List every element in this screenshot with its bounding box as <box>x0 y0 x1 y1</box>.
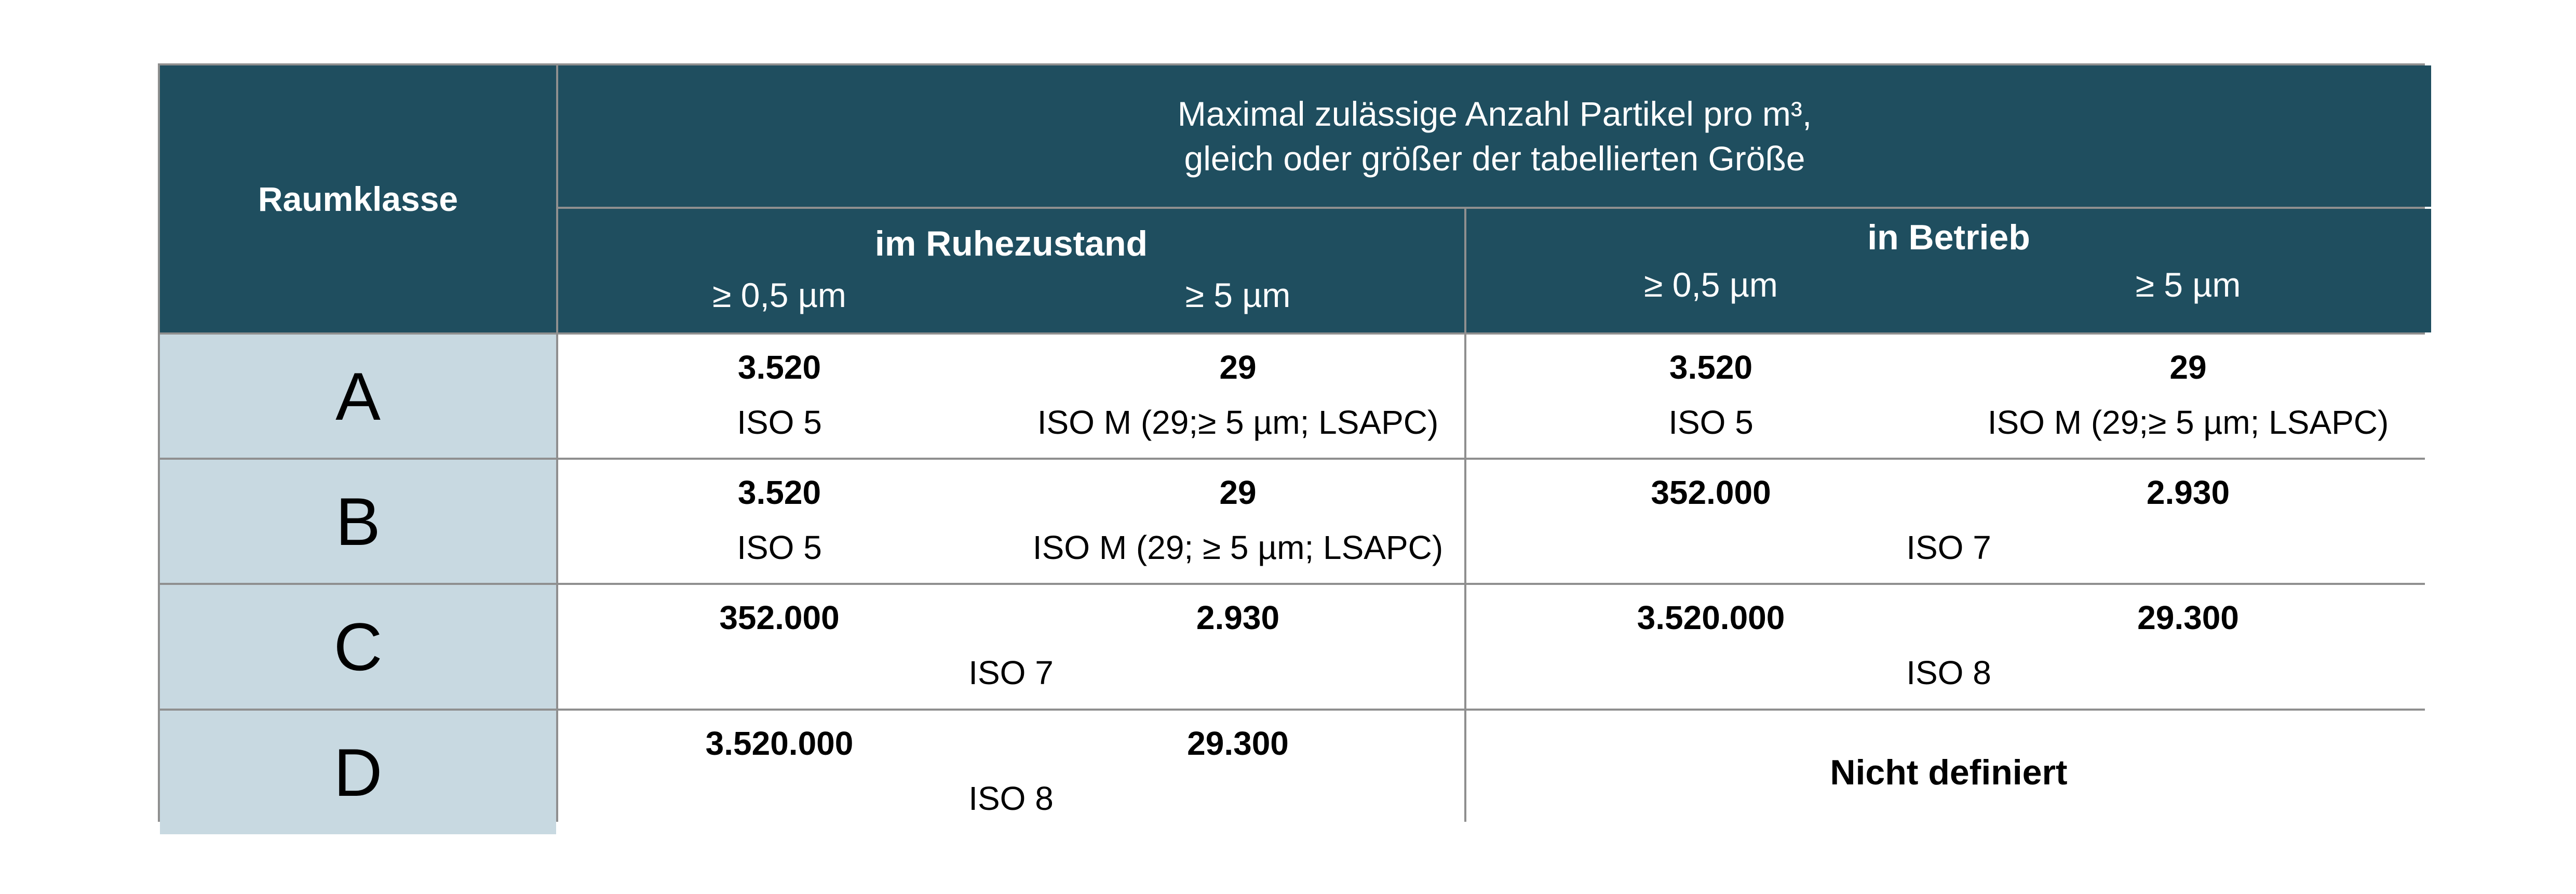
value-cell: 3.520 <box>737 349 821 386</box>
value-cell: 2.930 <box>1196 599 1280 636</box>
class-label: A <box>335 358 381 434</box>
not-defined-label: Nicht definiert <box>1830 753 2068 792</box>
value-cell: 29 <box>2169 349 2207 386</box>
class-label: C <box>333 609 383 685</box>
class-cell-a <box>160 335 556 458</box>
max-particles-header <box>558 65 2431 207</box>
iso-class: ISO 5 <box>737 404 822 441</box>
value-cell: 2.930 <box>2146 474 2230 511</box>
value-cell: 29 <box>1219 349 1257 386</box>
value-cell: 29.300 <box>1187 725 1289 762</box>
class-cell-b <box>160 460 556 583</box>
iso-class: ISO 7 <box>1906 529 1991 566</box>
betrieb-cell-b <box>1466 460 2431 583</box>
max-particles-header-line2: gleich oder größer der tabellierten Größe <box>1184 139 1805 178</box>
class-cell-d <box>160 711 556 834</box>
iso-class: ISO 7 <box>968 654 1054 691</box>
value-cell: 352.000 <box>1651 474 1771 511</box>
ruhe-cell-b <box>558 460 1464 583</box>
ruhe-cell-c <box>558 585 1464 709</box>
ruhezustand-col-05um: ≥ 0,5 µm <box>712 276 846 314</box>
cleanroom-class-table <box>158 63 2425 822</box>
ruhezustand-col-5um: ≥ 5 µm <box>1185 276 1291 314</box>
iso-class: ISO M (29;≥ 5 µm; LSAPC) <box>1987 404 2389 441</box>
value-cell: 3.520.000 <box>1637 599 1785 636</box>
value-cell: 29 <box>1219 474 1257 511</box>
iso-class: ISO M (29; ≥ 5 µm; LSAPC) <box>1032 529 1444 566</box>
value-cell: 352.000 <box>719 599 840 636</box>
raumklasse-header-label: Raumklasse <box>258 180 458 218</box>
betrieb-cell-a <box>1466 335 2431 458</box>
ruhezustand-title: im Ruhezustand <box>874 224 1148 263</box>
betrieb-col-05um: ≥ 0,5 µm <box>1644 265 1778 304</box>
raumklasse-header <box>160 65 556 332</box>
betrieb-title: in Betrieb <box>1867 218 2030 257</box>
value-cell: 3.520 <box>737 474 821 511</box>
betrieb-cell-d <box>1466 711 2431 834</box>
ruhe-cell-d <box>558 711 1464 834</box>
class-label: D <box>333 735 383 810</box>
iso-class: ISO 8 <box>968 780 1054 817</box>
betrieb-cell-c <box>1466 585 2431 709</box>
betrieb-header <box>1466 209 2431 332</box>
max-particles-header-line1: Maximal zulässige Anzahl Partikel pro m³, <box>1177 95 1812 133</box>
ruhe-cell-a <box>558 335 1464 458</box>
ruhezustand-header <box>558 209 1464 332</box>
value-cell: 3.520.000 <box>705 725 854 762</box>
iso-class: ISO 5 <box>737 529 822 566</box>
iso-class: ISO 5 <box>1668 404 1754 441</box>
class-label: B <box>335 483 381 559</box>
betrieb-col-5um: ≥ 5 µm <box>2135 265 2241 304</box>
value-cell: 29.300 <box>2137 599 2239 636</box>
iso-class: ISO M (29;≥ 5 µm; LSAPC) <box>1037 404 1439 441</box>
class-cell-c <box>160 585 556 709</box>
value-cell: 3.520 <box>1669 349 1753 386</box>
iso-class: ISO 8 <box>1906 654 1991 691</box>
